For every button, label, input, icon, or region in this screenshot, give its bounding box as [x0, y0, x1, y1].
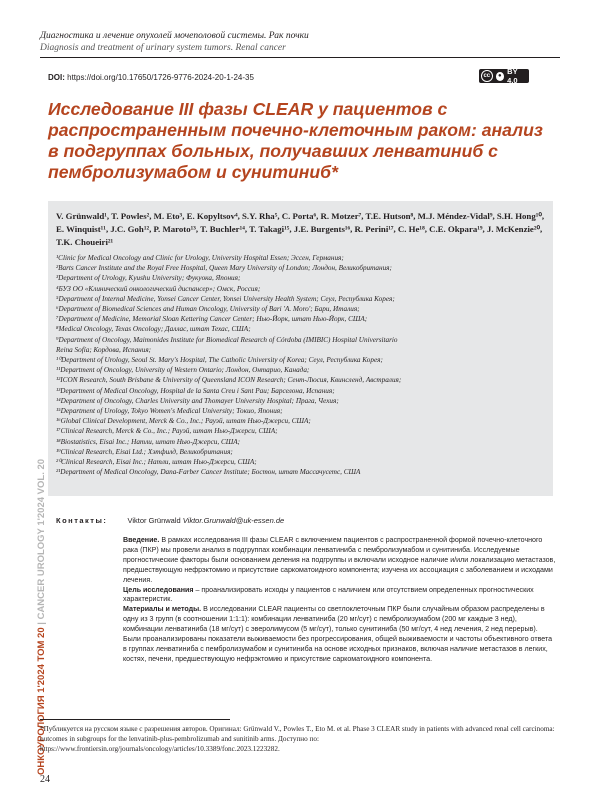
affiliation-item: ¹²ICON Research, South Brisbane & University of Queensland ICON Research; Сент-Люсия, Квинсленд, Австралия;	[56, 376, 402, 385]
abstract	[123, 536, 556, 665]
header-rule	[40, 57, 560, 58]
authors-panel	[48, 201, 553, 496]
affiliation-item: ¹Clinic for Medical Oncology and Clinic for Urology, University Hospital Essen; Эссен, Германия;	[56, 254, 344, 262]
cc-license-badge[interactable]	[479, 69, 529, 83]
article-title: Исследование III фазы CLEAR у пациентов с распространенным почечно-клеточным раком: анализ в подгруппах больных, получавших ленватиниб с пембролизумабом и сунитиниб*	[48, 99, 543, 182]
footnote: *Публикуется на русском языке с разрешения авторов. Оригинал: Grünwald V., Powles T., Eto M. et al. Phase 3 CLEAR study in patients with advanced renal cell carcinoma: outcomes in subgroups for the lenvatinib-plus-pembrolizumab and sunitinib arms. Доступно по: https://www.frontiersin.org/journals/oncology/articles/10.3389/fonc.2023.1223282.	[40, 725, 555, 753]
footnote-rule	[40, 719, 230, 720]
affiliation-item: ¹⁴Department of Oncology, Charles University and Thomayer University Hospital; Прага, Чехия;	[56, 396, 339, 405]
doi-link[interactable]: https://doi.org/10.17650/1726-9776-2024-20-1-24-35	[67, 73, 254, 82]
page-number: 24	[40, 774, 50, 785]
affiliation-item: ⁴БУЗ ОО «Клинический онкологический диспансер»; Омск, Россия;	[56, 284, 261, 293]
person-icon: ●	[496, 72, 505, 81]
journal-sidebar	[29, 305, 47, 775]
abstract-methods	[123, 605, 556, 664]
affiliation-item: ²Barts Cancer Institute and the Royal Free Hospital, Queen Mary University of London; Лондон, Великобритания;	[56, 264, 392, 273]
contacts-line	[56, 516, 284, 525]
affiliation-item: ¹⁰Department of Urology, Seoul St. Mary's Hospital, The Catholic University of Korea; Сеул, Республика Корея;	[56, 356, 383, 365]
affiliation-item: ⁹Department of Oncology, Maimonides Institute for Biomedical Research of Córdoba (IMIBIC) Hospital Universitario	[56, 335, 398, 344]
affiliation-item: ⁶Department of Biomedical Sciences and Human Oncology, University of Bari 'A. Moro'; Бари, Италия;	[56, 305, 360, 314]
sidebar-issue-ru: 1'2024	[36, 664, 47, 693]
affiliation-item: ¹⁸Biostatistics, Eisai Inc.; Натли, штат Нью-Джерси, США;	[56, 437, 241, 446]
sidebar-issue-en: 1'2024	[36, 496, 47, 526]
affiliation-item: ¹⁶Global Clinical Development, Merck & Co., Inc.; Рауэй, штат Нью-Джерси, США;	[56, 417, 311, 426]
abstract-aim	[123, 586, 556, 606]
affiliation-item: ¹¹Department of Oncology, University of Western Ontario; Лондон, Онтарио, Канада;	[56, 366, 310, 375]
doi-label: DOI:	[48, 73, 65, 82]
sidebar-vol-ru: ТОМ 20	[36, 627, 47, 662]
journal-title-en: Diagnosis and treatment of urinary system tumors. Renal cancer	[40, 43, 286, 53]
abstract-methods-heading: Материалы и методы.	[123, 605, 202, 614]
affiliation-item: ³Department of Urology, Kyushu University; Фукуока, Япония;	[56, 274, 241, 283]
contacts-label: Контакты:	[56, 516, 108, 525]
sidebar-vol-en: VOL. 20	[36, 458, 47, 495]
contact-email-link[interactable]: Viktor.Grunwald@uk-essen.de	[182, 516, 285, 525]
affiliation-item: ⁷Department of Medicine, Memorial Sloan Kettering Cancer Center; Нью-Йорк, штат Нью-Йорк, США;	[56, 315, 368, 324]
abstract-aim-heading: Цель исследования	[123, 585, 194, 594]
affiliation-list	[56, 253, 551, 477]
author-list: V. Grünwald¹, T. Powles², M. Eto³, E. Kopyltsov⁴, S.Y. Rha⁵, C. Porta⁶, R. Motzer⁷, T.E. Hutson⁸, M.J. Méndez-Vidal⁹, S.H. Hong¹⁰, E. Winquist¹¹, J.C. Goh¹², P. Maroto¹³, T. Buchler¹⁴, T. Takagi¹⁵, J.E. Burgents¹⁶, R. Perini¹⁷, C. He¹⁸, C.E. Okpara¹⁹, J. McKenzie²⁰, T.K. Choueiri²¹	[56, 211, 545, 247]
journal-title-ru: Диагностика и лечение опухолей мочеполовой системы. Рак почки	[40, 31, 309, 41]
affiliation-item: ⁵Department of Internal Medicine, Yonsei Cancer Center, Yonsei University Health System; Сеул, Республика Корея;	[56, 294, 395, 303]
abstract-intro	[123, 536, 556, 586]
sidebar-journal-en: CANCER UROLOGY	[36, 528, 47, 620]
abstract-intro-text: В рамках исследования III фазы CLEAR с включением пациентов с распространенной формой почечно-клеточного рака (ПКР) мы провели анализ в подгруппах комбинации ленватиниба с пембролизумабом и сунитиниба. Исследуемые прогностические факторы были основанием деления на подгруппы и включали исходное наличие и/или локализацию метастазов, предшествующую нефрэктомию и присутствие саркоматоидного компонента; изучена их ассоциация с заболеванием и исходами лечения.	[123, 536, 556, 584]
license-label: BY 4.0	[507, 67, 518, 85]
cc-icon: cc	[481, 70, 493, 82]
affiliation-item: ²¹Department of Medical Oncology, Dana-Farber Cancer Institute; Бостон, штат Массачусетс, США	[56, 468, 361, 477]
affiliation-item: ¹⁵Department of Urology, Tokyo Women's Medical University; Токио, Япония;	[56, 407, 283, 416]
affiliation-item: Reina Sofía; Кордова, Испания;	[56, 345, 152, 354]
affiliation-item: ¹³Department of Medical Oncology, Hospital de la Santa Creu i Sant Pau; Барселона, Испания;	[56, 386, 335, 395]
running-header	[40, 30, 309, 54]
abstract-intro-heading: Введение.	[123, 536, 160, 544]
abstract-aim-text: – проанализировать исходы у пациентов с наличием или отсутствием определенных прогностических характеристик.	[123, 585, 534, 604]
contact-name: Viktor Grünwald	[127, 516, 181, 525]
abstract-methods-text: В исследовании CLEAR пациенты со светлоклеточным ПКР были случайным образом распределены в одну из 3 групп (в соотношении 1:1:1): комбинации ленватиниба (20 мг/сут) с пембролизумабом (200 мг каждые 3 нед), комбинации ленватиниба (18 мг/сут) с эверолимусом (5 мг/сут), только сунитиниба (50 мг/сут, 4 нед лечения, 2 нед перерыв). Были проанализированы показатели выживаемости без прогрессирования, общей выживаемости и частоты объективного ответа в группах ленватиниба с пембролизумабом и сунитиниба на основе исходных признаков, включая наличие метастазов в легких, костях, печени, предшествующую нефрэктомию и присутствие саркоматоидного компонента.	[123, 605, 553, 663]
affiliation-item: ⁸Medical Oncology, Texas Oncology; Даллас, штат Техас, США;	[56, 325, 251, 334]
affiliation-item: ²⁰Clinical Research, Eisai Inc.; Натли, штат Нью-Джерси, США;	[56, 458, 257, 467]
affiliation-item: ¹⁷Clinical Research, Merck & Co., Inc.; Рауэй, штат Нью-Джерси, США;	[56, 427, 278, 436]
doi-line	[48, 73, 254, 82]
affiliation-item: ¹⁹Clinical Research, Eisai Ltd.; Хэтфилд, Великобритания;	[56, 447, 233, 456]
sidebar-separator: |	[36, 622, 47, 625]
sidebar-journal-ru: ОНКОУРОЛОГИЯ	[36, 695, 47, 775]
